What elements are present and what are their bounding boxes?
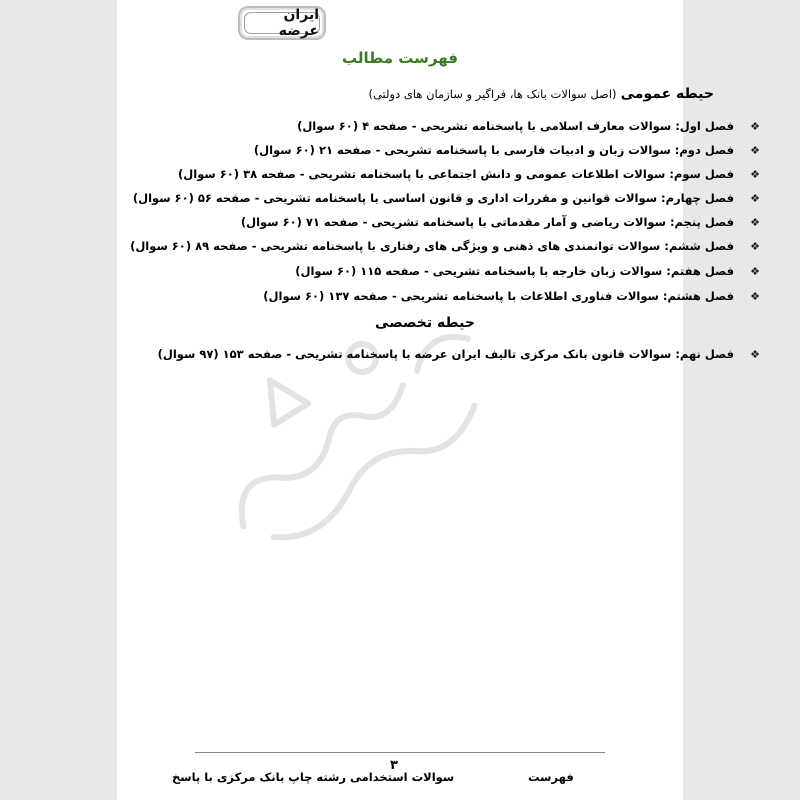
- toc-item-label: فصل چهارم: سوالات قوانین و مقررات اداری و قانون اساسی با پاسخنامه تشریحی - صفحه ۵۶ (۶۰ سوال): [132, 191, 734, 205]
- diamond-bullet-icon: ❖: [750, 192, 760, 205]
- diamond-bullet-icon: ❖: [750, 290, 760, 303]
- toc-item-label: فصل ششم: سوالات توانمندی های ذهنی و ویژگی های رفتاری با پاسخنامه تشریحی - صفحه ۸۹ (۶۰ سوال): [130, 239, 734, 253]
- diamond-bullet-icon: ❖: [750, 120, 760, 133]
- diamond-bullet-icon: ❖: [750, 168, 760, 181]
- toc-item: [158, 347, 760, 361]
- diamond-bullet-icon: ❖: [750, 216, 760, 229]
- diamond-bullet-icon: ❖: [750, 240, 760, 253]
- toc-item-label: فصل اول: سوالات معارف اسلامی با پاسخنامه تشریحی - صفحه ۴ (۶۰ سوال): [297, 119, 734, 133]
- diamond-bullet-icon: ❖: [750, 348, 760, 361]
- toc-item: [295, 264, 760, 278]
- toc-item-label: فصل پنجم: سوالات ریاضی و آمار مقدماتی با پاسخنامه تشریحی - صفحه ۷۱ (۶۰ سوال): [240, 215, 734, 229]
- specialized-section-title: حیطه تخصصی: [375, 315, 475, 331]
- footer-section-name: فهرست: [528, 770, 574, 784]
- toc-item-label: فصل نهم: سوالات قانون بانک مرکزی تالیف ایران عرضه با پاسخنامه تشریحی - صفحه ۱۵۳ (۹۷ سوال): [157, 347, 734, 361]
- toc-item-label: فصل هفتم: سوالات زبان خارجه با پاسخنامه تشریحی - صفحه ۱۱۵ (۶۰ سوال): [295, 264, 734, 278]
- toc-item: [241, 215, 760, 229]
- toc-item: [254, 143, 760, 157]
- footer-divider: [195, 752, 605, 753]
- toc-item: [297, 119, 760, 133]
- toc-item: [133, 191, 760, 205]
- general-section-name: حیطه عمومی: [620, 86, 714, 102]
- toc-item: [263, 289, 760, 303]
- diamond-bullet-icon: ❖: [750, 144, 760, 157]
- toc-item: [130, 239, 760, 253]
- footer-book-title: سوالات استخدامی رشته چاپ بانک مرکزی با پاسخ: [172, 770, 455, 784]
- brand-logo-text: ایران عرضه: [244, 12, 320, 34]
- brand-logo: [238, 6, 326, 40]
- general-section-note: (اصل سوالات بانک ها، فراگیر و سازمان های دولتی): [368, 87, 617, 101]
- general-section-title: [368, 86, 714, 102]
- toc-item-label: فصل هشتم: سوالات فناوری اطلاعات با پاسخنامه تشریحی - صفحه ۱۳۷ (۶۰ سوال): [263, 289, 734, 303]
- diamond-bullet-icon: ❖: [750, 265, 760, 278]
- page-number: ۳: [390, 758, 398, 773]
- toc-item: [178, 167, 760, 181]
- toc-item-label: فصل دوم: سوالات زبان و ادبیات فارسی با پاسخنامه تشریحی - صفحه ۲۱ (۶۰ سوال): [253, 143, 734, 157]
- toc-item-label: فصل سوم: سوالات اطلاعات عمومی و دانش اجتماعی با پاسخنامه تشریحی - صفحه ۳۸ (۶۰ سوال): [178, 167, 734, 181]
- page-title: فهرست مطالب: [342, 49, 458, 67]
